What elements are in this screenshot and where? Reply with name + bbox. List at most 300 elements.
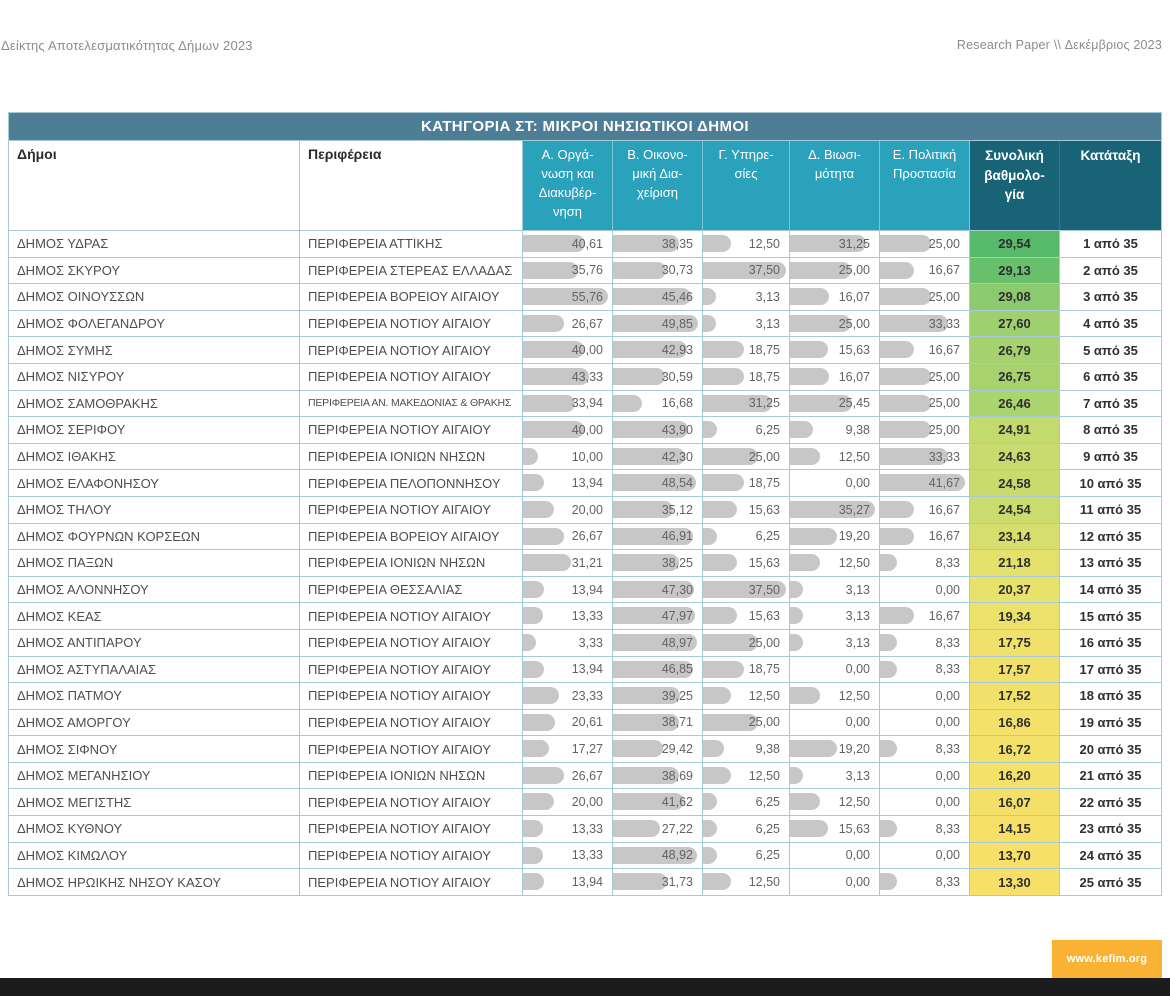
services-score-cell: 12,50 xyxy=(703,869,790,895)
rank-cell: 25 από 35 xyxy=(1079,874,1142,890)
services-score-cell: 3,13 xyxy=(703,311,790,337)
data-bar xyxy=(523,820,543,837)
rank-cell: 9 από 35 xyxy=(1083,449,1138,465)
data-bar xyxy=(790,448,820,465)
sustainability-score-cell: 15,63 xyxy=(790,337,880,363)
services-score-cell: 3,13 xyxy=(703,284,790,310)
municipality-cell: ΔΗΜΟΣ ΕΛΑΦΟΝΗΣΟΥ xyxy=(9,470,300,496)
rank-cell: 3 από 35 xyxy=(1083,289,1138,305)
data-bar xyxy=(703,235,731,252)
rank-cell: 22 από 35 xyxy=(1079,794,1142,810)
civil-protection-score-cell: 0,00 xyxy=(880,789,970,815)
region-cell: ΠΕΡΙΦΕΡΕΙΑ ΝΟΤΙΟΥ ΑΙΓΑΙΟΥ xyxy=(300,603,523,629)
total-score-cell: 17,75 xyxy=(970,630,1060,656)
services-score-cell: 6,25 xyxy=(703,789,790,815)
total-score-cell: 16,07 xyxy=(970,789,1060,815)
total-score-cell: 24,63 xyxy=(970,444,1060,470)
finance-score-cell: 41,62 xyxy=(613,789,703,815)
data-bar xyxy=(703,687,731,704)
organization-score-cell: 26,67 xyxy=(523,524,613,550)
sustainability-score-cell: 25,00 xyxy=(790,311,880,337)
sustainability-score-cell: 16,07 xyxy=(790,364,880,390)
rank-cell: 24 από 35 xyxy=(1079,847,1142,863)
region-cell: ΠΕΡΙΦΕΡΕΙΑ ΒΟΡΕΙΟΥ ΑΙΓΑΙΟΥ xyxy=(300,524,523,550)
municipality-cell: ΔΗΜΟΣ ΑΜΟΡΓΟΥ xyxy=(9,710,300,736)
data-bar xyxy=(703,793,717,810)
rank-cell: 14 από 35 xyxy=(1079,582,1142,598)
table-row xyxy=(9,257,1161,284)
sustainability-score-cell: 3,13 xyxy=(790,603,880,629)
data-bar xyxy=(880,661,897,678)
finance-score-cell: 29,42 xyxy=(613,736,703,762)
data-bar xyxy=(703,740,724,757)
col-header-rank: Κατάταξη xyxy=(1060,141,1161,230)
organization-score-cell: 55,76 xyxy=(523,284,613,310)
category-table xyxy=(8,112,1162,896)
data-bar xyxy=(880,820,897,837)
region-cell: ΠΕΡΙΦΕΡΕΙΑ ΝΟΤΙΟΥ ΑΙΓΑΙΟΥ xyxy=(300,364,523,390)
region-cell: ΠΕΡΙΦΕΡΕΙΑ ΙΟΝΙΩΝ ΝΗΣΩΝ xyxy=(300,444,523,470)
total-score-cell: 13,30 xyxy=(970,869,1060,895)
civil-protection-score-cell: 0,00 xyxy=(880,763,970,789)
finance-score-cell: 16,68 xyxy=(613,391,703,417)
organization-score-cell: 13,33 xyxy=(523,603,613,629)
rank-cell: 5 από 35 xyxy=(1083,342,1138,358)
organization-score-cell: 13,94 xyxy=(523,657,613,683)
data-bar xyxy=(790,634,803,651)
services-score-cell: 18,75 xyxy=(703,657,790,683)
sustainability-score-cell: 0,00 xyxy=(790,843,880,869)
sustainability-score-cell: 3,13 xyxy=(790,630,880,656)
table-row xyxy=(9,656,1161,683)
civil-protection-score-cell: 25,00 xyxy=(880,231,970,257)
finance-score-cell: 43,90 xyxy=(613,417,703,443)
data-bar xyxy=(790,421,813,438)
civil-protection-score-cell: 25,00 xyxy=(880,391,970,417)
services-score-cell: 6,25 xyxy=(703,524,790,550)
civil-protection-score-cell: 16,67 xyxy=(880,337,970,363)
data-bar xyxy=(790,607,803,624)
sustainability-score-cell: 25,45 xyxy=(790,391,880,417)
region-cell: ΠΕΡΙΦΕΡΕΙΑ ΝΟΤΙΟΥ ΑΙΓΑΙΟΥ xyxy=(300,869,523,895)
municipality-cell: ΔΗΜΟΣ ΜΕΓΑΝΗΣΙΟΥ xyxy=(9,763,300,789)
region-cell: ΠΕΡΙΦΕΡΕΙΑ ΝΟΤΙΟΥ ΑΙΓΑΙΟΥ xyxy=(300,736,523,762)
sustainability-score-cell: 0,00 xyxy=(790,470,880,496)
finance-score-cell: 39,25 xyxy=(613,683,703,709)
data-bar xyxy=(523,554,571,571)
data-bar xyxy=(880,607,914,624)
total-score-cell: 17,57 xyxy=(970,657,1060,683)
organization-score-cell: 13,94 xyxy=(523,470,613,496)
services-score-cell: 15,63 xyxy=(703,603,790,629)
civil-protection-score-cell: 0,00 xyxy=(880,710,970,736)
region-cell: ΠΕΡΙΦΕΡΕΙΑ ΙΟΝΙΩΝ ΝΗΣΩΝ xyxy=(300,550,523,576)
municipality-cell: ΔΗΜΟΣ ΦΟΛΕΓΑΝΔΡΟΥ xyxy=(9,311,300,337)
data-bar xyxy=(880,501,914,518)
sustainability-score-cell: 9,38 xyxy=(790,417,880,443)
data-bar xyxy=(880,634,897,651)
region-cell: ΠΕΡΙΦΕΡΕΙΑ ΠΕΛΟΠΟΝΝΗΣΟΥ xyxy=(300,470,523,496)
data-bar xyxy=(613,820,660,837)
table-row xyxy=(9,762,1161,789)
total-score-cell: 16,72 xyxy=(970,736,1060,762)
services-score-cell: 12,50 xyxy=(703,683,790,709)
municipality-cell: ΔΗΜΟΣ ΦΟΥΡΝΩΝ ΚΟΡΣΕΩΝ xyxy=(9,524,300,550)
table-row xyxy=(9,788,1161,815)
rank-cell: 18 από 35 xyxy=(1079,688,1142,704)
table-row xyxy=(9,230,1161,257)
finance-score-cell: 38,69 xyxy=(613,763,703,789)
rank-cell: 13 από 35 xyxy=(1079,555,1142,571)
civil-protection-score-cell: 16,67 xyxy=(880,258,970,284)
municipality-cell: ΔΗΜΟΣ ΠΑΤΜΟΥ xyxy=(9,683,300,709)
finance-score-cell: 42,93 xyxy=(613,337,703,363)
region-cell: ΠΕΡΙΦΕΡΕΙΑ ΝΟΤΙΟΥ ΑΙΓΑΙΟΥ xyxy=(300,683,523,709)
data-bar xyxy=(523,740,549,757)
civil-protection-score-cell: 41,67 xyxy=(880,470,970,496)
services-score-cell: 12,50 xyxy=(703,231,790,257)
table-row xyxy=(9,416,1161,443)
region-cell: ΠΕΡΙΦΕΡΕΙΑ ΒΟΡΕΙΟΥ ΑΙΓΑΙΟΥ xyxy=(300,284,523,310)
municipality-cell: ΔΗΜΟΣ ΣΥΜΗΣ xyxy=(9,337,300,363)
data-bar xyxy=(880,368,931,385)
data-bar xyxy=(613,395,642,412)
region-cell: ΠΕΡΙΦΕΡΕΙΑ ΑΝ. ΜΑΚΕΔΟΝΙΑΣ & ΘΡΑΚΗΣ xyxy=(300,391,523,417)
finance-score-cell: 48,54 xyxy=(613,470,703,496)
data-bar xyxy=(523,501,554,518)
table-row xyxy=(9,682,1161,709)
total-score-cell: 23,14 xyxy=(970,524,1060,550)
data-bar xyxy=(703,315,716,332)
services-score-cell: 18,75 xyxy=(703,337,790,363)
civil-protection-score-cell: 8,33 xyxy=(880,657,970,683)
finance-score-cell: 47,97 xyxy=(613,603,703,629)
organization-score-cell: 17,27 xyxy=(523,736,613,762)
municipality-cell: ΔΗΜΟΣ ΣΚΥΡΟΥ xyxy=(9,258,300,284)
total-score-cell: 27,60 xyxy=(970,311,1060,337)
region-cell: ΠΕΡΙΦΕΡΕΙΑ ΝΟΤΙΟΥ ΑΙΓΑΙΟΥ xyxy=(300,710,523,736)
data-bar xyxy=(613,262,666,279)
civil-protection-score-cell: 0,00 xyxy=(880,843,970,869)
data-bar xyxy=(523,607,543,624)
organization-score-cell: 26,67 xyxy=(523,311,613,337)
total-score-cell: 26,75 xyxy=(970,364,1060,390)
data-bar xyxy=(880,740,897,757)
organization-score-cell: 40,00 xyxy=(523,337,613,363)
data-bar xyxy=(523,528,564,545)
table-row xyxy=(9,549,1161,576)
data-bar xyxy=(703,820,717,837)
data-bar xyxy=(703,341,744,358)
data-bar xyxy=(523,847,543,864)
data-bar xyxy=(790,820,828,837)
table-row xyxy=(9,496,1161,523)
civil-protection-score-cell: 33,33 xyxy=(880,444,970,470)
organization-score-cell: 43,33 xyxy=(523,364,613,390)
civil-protection-score-cell: 8,33 xyxy=(880,736,970,762)
rank-cell: 8 από 35 xyxy=(1083,422,1138,438)
data-bar xyxy=(703,421,717,438)
sustainability-score-cell: 25,00 xyxy=(790,258,880,284)
rank-cell: 6 από 35 xyxy=(1083,369,1138,385)
table-row xyxy=(9,469,1161,496)
data-bar xyxy=(790,767,803,784)
data-bar xyxy=(880,235,931,252)
total-score-cell: 16,86 xyxy=(970,710,1060,736)
table-header-row xyxy=(9,140,1161,230)
table-row xyxy=(9,629,1161,656)
data-bar xyxy=(523,661,544,678)
data-bar xyxy=(523,262,578,279)
sustainability-score-cell: 12,50 xyxy=(790,789,880,815)
data-bar xyxy=(880,421,931,438)
data-bar xyxy=(880,395,931,412)
finance-score-cell: 30,59 xyxy=(613,364,703,390)
data-bar xyxy=(703,847,717,864)
data-bar xyxy=(523,714,555,731)
sustainability-score-cell: 31,25 xyxy=(790,231,880,257)
table-row xyxy=(9,602,1161,629)
organization-score-cell: 40,00 xyxy=(523,417,613,443)
finance-score-cell: 35,12 xyxy=(613,497,703,523)
municipality-cell: ΔΗΜΟΣ ΑΣΤΥΠΑΛΑΙΑΣ xyxy=(9,657,300,683)
col-header-civil-protection: Ε. Πολιτική Προστασία xyxy=(880,141,970,230)
data-bar xyxy=(880,873,897,890)
data-bar xyxy=(523,448,538,465)
finance-score-cell: 46,85 xyxy=(613,657,703,683)
services-score-cell: 37,50 xyxy=(703,577,790,603)
data-bar xyxy=(613,368,665,385)
rank-cell: 16 από 35 xyxy=(1079,635,1142,651)
organization-score-cell: 33,94 xyxy=(523,391,613,417)
sustainability-score-cell: 19,20 xyxy=(790,524,880,550)
data-bar xyxy=(703,554,737,571)
rank-cell: 11 από 35 xyxy=(1079,502,1142,518)
col-header-municipality: Δήμοι xyxy=(9,141,300,230)
municipality-cell: ΔΗΜΟΣ ΚΙΜΩΛΟΥ xyxy=(9,843,300,869)
data-bar xyxy=(880,288,931,305)
data-bar xyxy=(790,288,829,305)
region-cell: ΠΕΡΙΦΕΡΕΙΑ ΝΟΤΙΟΥ ΑΙΓΑΙΟΥ xyxy=(300,311,523,337)
table-row xyxy=(9,443,1161,470)
organization-score-cell: 20,00 xyxy=(523,497,613,523)
total-score-cell: 13,70 xyxy=(970,843,1060,869)
table-row xyxy=(9,576,1161,603)
table-row xyxy=(9,815,1161,842)
sustainability-score-cell: 12,50 xyxy=(790,550,880,576)
kefim-link[interactable]: www.kefim.org xyxy=(1052,940,1162,978)
data-bar xyxy=(790,528,837,545)
data-bar xyxy=(790,581,803,598)
municipality-cell: ΔΗΜΟΣ ΚΕΑΣ xyxy=(9,603,300,629)
col-header-total-score: Συνολική βαθμολο-γία xyxy=(970,141,1060,230)
table-row xyxy=(9,363,1161,390)
organization-score-cell: 13,94 xyxy=(523,577,613,603)
civil-protection-score-cell: 0,00 xyxy=(880,577,970,603)
services-score-cell: 18,75 xyxy=(703,470,790,496)
data-bar xyxy=(703,767,731,784)
finance-score-cell: 38,35 xyxy=(613,231,703,257)
municipality-cell: ΔΗΜΟΣ ΟΙΝΟΥΣΣΩΝ xyxy=(9,284,300,310)
data-bar xyxy=(703,607,737,624)
civil-protection-score-cell: 0,00 xyxy=(880,683,970,709)
data-bar xyxy=(703,501,737,518)
table-row xyxy=(9,336,1161,363)
total-score-cell: 24,54 xyxy=(970,497,1060,523)
table-row xyxy=(9,310,1161,337)
rank-cell: 23 από 35 xyxy=(1079,821,1142,837)
services-score-cell: 15,63 xyxy=(703,550,790,576)
municipality-cell: ΔΗΜΟΣ ΗΡΩΙΚΗΣ ΝΗΣΟΥ ΚΑΣΟΥ xyxy=(9,869,300,895)
total-score-cell: 29,13 xyxy=(970,258,1060,284)
rank-cell: 4 από 35 xyxy=(1083,316,1138,332)
municipality-cell: ΔΗΜΟΣ ΙΘΑΚΗΣ xyxy=(9,444,300,470)
civil-protection-score-cell: 8,33 xyxy=(880,816,970,842)
civil-protection-score-cell: 25,00 xyxy=(880,364,970,390)
col-header-services: Γ. Υπηρε-σίες xyxy=(703,141,790,230)
services-score-cell: 31,25 xyxy=(703,391,790,417)
table-row xyxy=(9,523,1161,550)
total-score-cell: 17,52 xyxy=(970,683,1060,709)
data-bar xyxy=(523,793,554,810)
table-row xyxy=(9,709,1161,736)
civil-protection-score-cell: 8,33 xyxy=(880,869,970,895)
sustainability-score-cell: 3,13 xyxy=(790,763,880,789)
rank-cell: 21 από 35 xyxy=(1079,768,1142,784)
rank-cell: 10 από 35 xyxy=(1079,475,1142,491)
finance-score-cell: 48,92 xyxy=(613,843,703,869)
footer-bar xyxy=(0,978,1170,996)
municipality-cell: ΔΗΜΟΣ ΥΔΡΑΣ xyxy=(9,231,300,257)
col-header-finance: Β. Οικονο-μική Δια-χείριση xyxy=(613,141,703,230)
table-row xyxy=(9,868,1161,895)
municipality-cell: ΔΗΜΟΣ ΣΑΜΟΘΡΑΚΗΣ xyxy=(9,391,300,417)
region-cell: ΠΕΡΙΦΕΡΕΙΑ ΘΕΣΣΑΛΙΑΣ xyxy=(300,577,523,603)
document-title: Δείκτης Αποτελεσματικότητας Δήμων 2023 xyxy=(1,38,253,53)
data-bar xyxy=(790,740,837,757)
civil-protection-score-cell: 25,00 xyxy=(880,284,970,310)
region-cell: ΠΕΡΙΦΕΡΕΙΑ ΝΟΤΙΟΥ ΑΙΓΑΙΟΥ xyxy=(300,816,523,842)
municipality-cell: ΔΗΜΟΣ ΝΙΣΥΡΟΥ xyxy=(9,364,300,390)
finance-score-cell: 45,46 xyxy=(613,284,703,310)
finance-score-cell: 31,73 xyxy=(613,869,703,895)
data-bar xyxy=(613,873,667,890)
data-bar xyxy=(523,687,559,704)
data-bar xyxy=(523,634,536,651)
total-score-cell: 21,18 xyxy=(970,550,1060,576)
services-score-cell: 6,25 xyxy=(703,843,790,869)
total-score-cell: 26,79 xyxy=(970,337,1060,363)
civil-protection-score-cell: 25,00 xyxy=(880,417,970,443)
data-bar xyxy=(880,262,914,279)
data-bar xyxy=(703,661,744,678)
civil-protection-score-cell: 33,33 xyxy=(880,311,970,337)
services-score-cell: 18,75 xyxy=(703,364,790,390)
total-score-cell: 24,58 xyxy=(970,470,1060,496)
sustainability-score-cell: 16,07 xyxy=(790,284,880,310)
organization-score-cell: 40,61 xyxy=(523,231,613,257)
services-score-cell: 6,25 xyxy=(703,816,790,842)
data-bar xyxy=(613,740,663,757)
services-score-cell: 25,00 xyxy=(703,710,790,736)
data-bar xyxy=(880,554,897,571)
rank-cell: 17 από 35 xyxy=(1079,661,1142,677)
sustainability-score-cell: 19,20 xyxy=(790,736,880,762)
finance-score-cell: 38,25 xyxy=(613,550,703,576)
region-cell: ΠΕΡΙΦΕΡΕΙΑ ΝΟΤΙΟΥ ΑΙΓΑΙΟΥ xyxy=(300,630,523,656)
document-subtitle: Research Paper \\ Δεκέμβριος 2023 xyxy=(956,38,1162,52)
col-header-region: Περιφέρεια xyxy=(300,141,523,230)
table-row xyxy=(9,842,1161,869)
organization-score-cell: 20,61 xyxy=(523,710,613,736)
col-header-organization: Α. Οργά-νωση και Διακυβέρ-νηση xyxy=(523,141,613,230)
civil-protection-score-cell: 16,67 xyxy=(880,524,970,550)
organization-score-cell: 13,33 xyxy=(523,816,613,842)
data-bar xyxy=(703,528,717,545)
table-body xyxy=(9,230,1161,895)
data-bar xyxy=(523,581,544,598)
municipality-cell: ΔΗΜΟΣ ΣΕΡΙΦΟΥ xyxy=(9,417,300,443)
services-score-cell: 37,50 xyxy=(703,258,790,284)
data-bar xyxy=(880,341,914,358)
region-cell: ΠΕΡΙΦΕΡΕΙΑ ΣΤΕΡΕΑΣ ΕΛΛΑΔΑΣ xyxy=(300,258,523,284)
municipality-cell: ΔΗΜΟΣ ΚΥΘΝΟΥ xyxy=(9,816,300,842)
municipality-cell: ΔΗΜΟΣ ΑΛΟΝΝΗΣΟΥ xyxy=(9,577,300,603)
civil-protection-score-cell: 16,67 xyxy=(880,603,970,629)
region-cell: ΠΕΡΙΦΕΡΕΙΑ ΑΤΤΙΚΗΣ xyxy=(300,231,523,257)
data-bar xyxy=(703,474,744,491)
organization-score-cell: 13,94 xyxy=(523,869,613,895)
finance-score-cell: 27,22 xyxy=(613,816,703,842)
services-score-cell: 9,38 xyxy=(703,736,790,762)
region-cell: ΠΕΡΙΦΕΡΕΙΑ ΝΟΤΙΟΥ ΑΙΓΑΙΟΥ xyxy=(300,497,523,523)
col-header-sustainability: Δ. Βιωσι-μότητα xyxy=(790,141,880,230)
sustainability-score-cell: 0,00 xyxy=(790,869,880,895)
region-cell: ΠΕΡΙΦΕΡΕΙΑ ΝΟΤΙΟΥ ΑΙΓΑΙΟΥ xyxy=(300,657,523,683)
total-score-cell: 19,34 xyxy=(970,603,1060,629)
finance-score-cell: 38,71 xyxy=(613,710,703,736)
data-bar xyxy=(790,368,829,385)
organization-score-cell: 35,76 xyxy=(523,258,613,284)
organization-score-cell: 3,33 xyxy=(523,630,613,656)
sustainability-score-cell: 3,13 xyxy=(790,577,880,603)
organization-score-cell: 10,00 xyxy=(523,444,613,470)
municipality-cell: ΔΗΜΟΣ ΣΙΦΝΟΥ xyxy=(9,736,300,762)
rank-cell: 12 από 35 xyxy=(1079,528,1142,544)
finance-score-cell: 49,85 xyxy=(613,311,703,337)
sustainability-score-cell: 12,50 xyxy=(790,683,880,709)
municipality-cell: ΔΗΜΟΣ ΠΑΞΩΝ xyxy=(9,550,300,576)
organization-score-cell: 20,00 xyxy=(523,789,613,815)
region-cell: ΠΕΡΙΦΕΡΕΙΑ ΝΟΤΙΟΥ ΑΙΓΑΙΟΥ xyxy=(300,843,523,869)
data-bar xyxy=(703,288,716,305)
finance-score-cell: 46,91 xyxy=(613,524,703,550)
data-bar xyxy=(790,687,820,704)
region-cell: ΠΕΡΙΦΕΡΕΙΑ ΙΟΝΙΩΝ ΝΗΣΩΝ xyxy=(300,763,523,789)
data-bar xyxy=(523,474,544,491)
table-title: ΚΑΤΗΓΟΡΙΑ ΣΤ: ΜΙΚΡΟΙ ΝΗΣΙΩΤΙΚΟΙ ΔΗΜΟΙ xyxy=(9,113,1161,140)
total-score-cell: 26,46 xyxy=(970,391,1060,417)
organization-score-cell: 23,33 xyxy=(523,683,613,709)
organization-score-cell: 26,67 xyxy=(523,763,613,789)
region-cell: ΠΕΡΙΦΕΡΕΙΑ ΝΟΤΙΟΥ ΑΙΓΑΙΟΥ xyxy=(300,417,523,443)
municipality-cell: ΔΗΜΟΣ ΤΗΛΟΥ xyxy=(9,497,300,523)
municipality-cell: ΔΗΜΟΣ ΑΝΤΙΠΑΡΟΥ xyxy=(9,630,300,656)
sustainability-score-cell: 0,00 xyxy=(790,657,880,683)
data-bar xyxy=(880,528,914,545)
total-score-cell: 14,15 xyxy=(970,816,1060,842)
sustainability-score-cell: 0,00 xyxy=(790,710,880,736)
